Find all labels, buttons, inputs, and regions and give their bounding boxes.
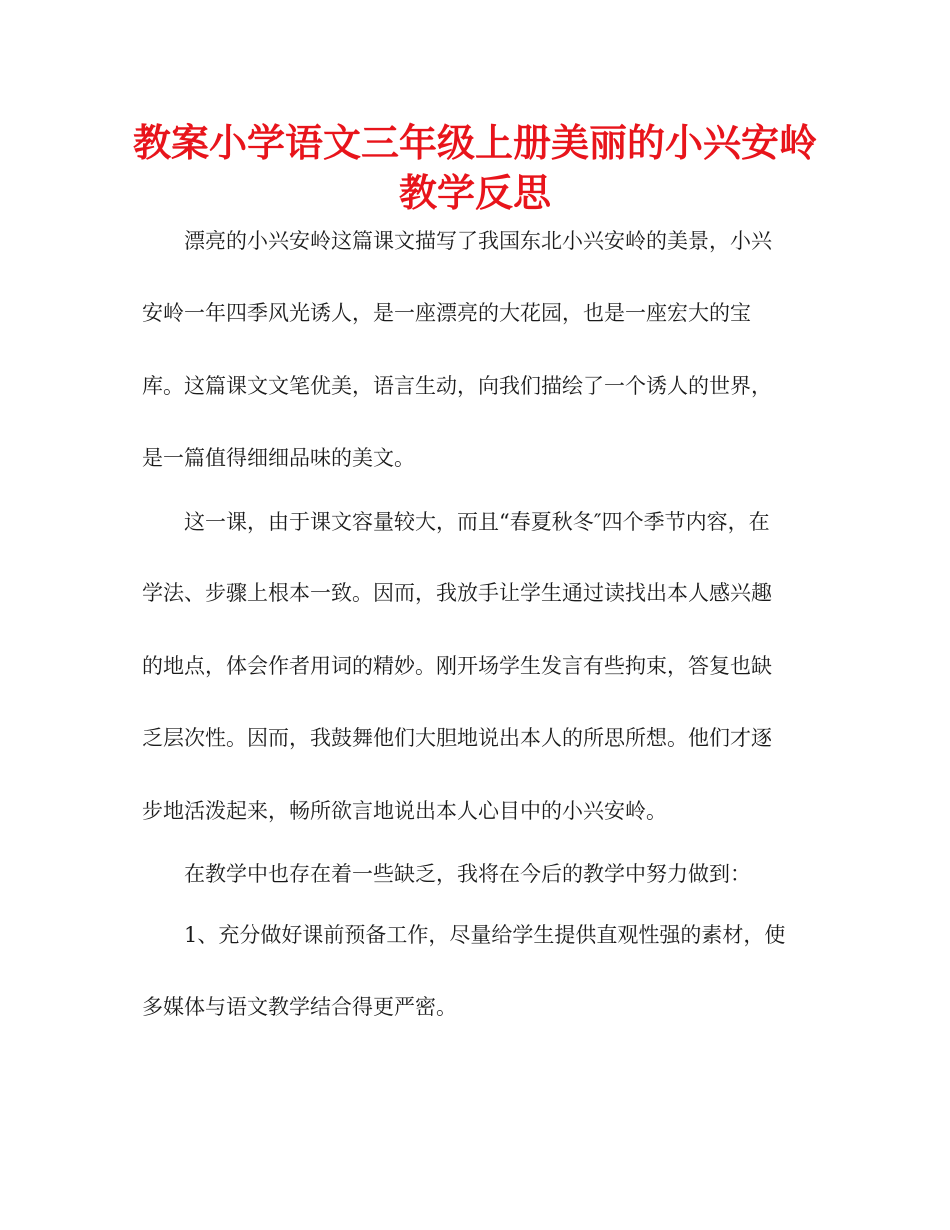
paragraph-4-line-2: 多媒体与语文教学结合得更严密。 (142, 995, 457, 1019)
paragraph-1-line-1: 漂亮的小兴安岭这篇课文描写了我国东北小兴安岭的美景，小兴 (184, 229, 772, 253)
paragraph-2-line-5: 步地活泼起来，畅所欲言地说出本人心目中的小兴安岭。 (142, 799, 667, 823)
paragraph-2-line-4: 乏层次性。因而，我鼓舞他们大胆地说出本人的所思所想。他们才逐 (142, 726, 772, 750)
paragraph-3-line-1: 在教学中也存在着一些缺乏，我将在今后的教学中努力做到： (184, 862, 751, 886)
paragraph-2-line-1: 这一课，由于课文容量较大，而且“春夏秋冬″四个季节内容，在 (184, 510, 770, 534)
paragraph-2-line-2: 学法、步骤上根本一致。因而，我放手让学生通过读找出本人感兴趣 (142, 581, 772, 605)
title-line-1: 教案小学语文三年级上册美丽的小兴安岭 (132, 121, 817, 165)
document-title (120, 118, 830, 218)
title-line-2: 教学反思 (398, 171, 551, 215)
paragraph-1-line-2: 安岭一年四季风光诱人，是一座漂亮的大花园，也是一座宏大的宝 (142, 301, 751, 325)
paragraph-1-line-3: 库。这篇课文文笔优美，语言生动，向我们描绘了一个诱人的世界， (142, 374, 772, 398)
paragraph-2-line-3: 的地点，体会作者用词的精妙。刚开场学生发言有些拘束，答复也缺 (142, 654, 772, 678)
paragraph-1-line-4: 是一篇值得细细品味的美文。 (142, 446, 415, 470)
paragraph-4-line-1: 1、充分做好课前预备工作，尽量给学生提供直观性强的素材，使 (184, 923, 786, 947)
